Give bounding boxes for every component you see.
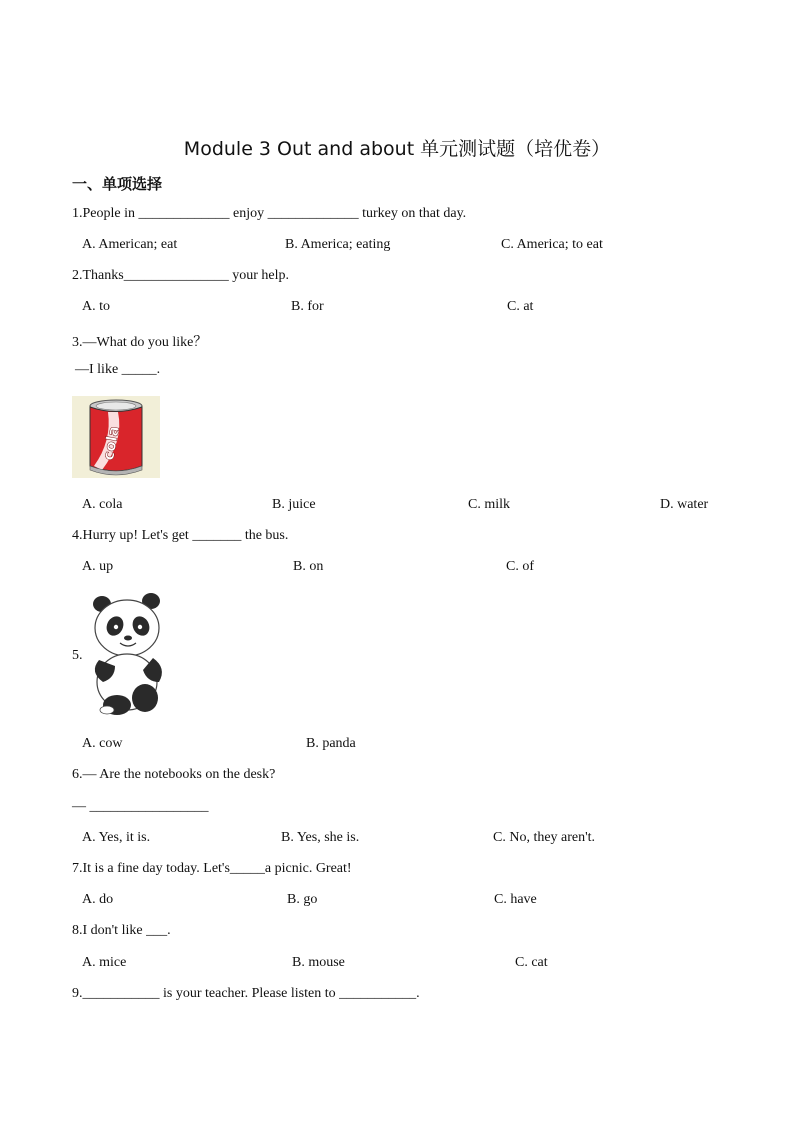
question-3-option-b[interactable]: B. juice xyxy=(272,497,316,512)
question-7-stem: 7.It is a fine day today. Let's_____a picnic. Great! xyxy=(72,861,352,876)
question-3-stem-2: —I like _____. xyxy=(75,362,161,377)
question-1-option-b[interactable]: B. America; eating xyxy=(285,237,391,252)
question-4-option-c[interactable]: C. of xyxy=(506,559,534,574)
question-7-option-c[interactable]: C. have xyxy=(494,892,537,907)
question-6-option-a[interactable]: A. Yes, it is. xyxy=(82,830,151,845)
question-3-option-d[interactable]: D. water xyxy=(660,497,709,512)
question-4-option-a[interactable]: A. up xyxy=(82,559,114,574)
question-4-stem: 4.Hurry up! Let's get _______ the bus. xyxy=(72,528,289,543)
question-3-option-a[interactable]: A. cola xyxy=(82,497,123,512)
question-5-stem: 5. xyxy=(72,648,83,663)
question-8-option-c[interactable]: C. cat xyxy=(515,955,548,970)
question-1-stem: 1.People in _____________ enjoy _____________ turkey on that day. xyxy=(72,206,467,221)
question-5-option-a[interactable]: A. cow xyxy=(82,736,123,751)
question-2-option-a[interactable]: A. to xyxy=(82,299,110,314)
question-2-stem: 2.Thanks_______________ your help. xyxy=(72,268,289,283)
question-6-stem: 6.— Are the notebooks on the desk? xyxy=(72,767,276,782)
question-3-option-c[interactable]: C. milk xyxy=(468,497,511,512)
question-9-stem: 9.___________ is your teacher. Please listen to ___________. xyxy=(72,986,420,1001)
question-2-option-c[interactable]: C. at xyxy=(507,299,534,314)
question-6-option-b[interactable]: B. Yes, she is. xyxy=(281,830,360,845)
question-8-option-a[interactable]: A. mice xyxy=(82,955,127,970)
question-2-option-b[interactable]: B. for xyxy=(291,299,324,314)
panda-icon xyxy=(85,590,170,718)
section-heading: 一、单项选择 xyxy=(72,175,163,193)
question-1-option-c[interactable]: C. America; to eat xyxy=(501,237,603,252)
question-6-stem-2: — _________________ xyxy=(72,799,209,814)
question-8-stem: 8.I don't like ___. xyxy=(72,923,171,938)
cola-can-icon xyxy=(72,396,160,478)
question-3-stem: 3.—What do you like？ xyxy=(72,335,208,350)
question-4-option-b[interactable]: B. on xyxy=(293,559,324,574)
page-title: Module 3 Out and about 单元测试题（培优卷） xyxy=(183,138,611,160)
svg-text:cola: cola xyxy=(99,424,123,462)
question-6-option-c[interactable]: C. No, they aren't. xyxy=(493,830,596,845)
question-8-option-b[interactable]: B. mouse xyxy=(292,955,345,970)
question-7-option-a[interactable]: A. do xyxy=(82,892,114,907)
question-1-option-a[interactable]: A. American; eat xyxy=(82,237,178,252)
question-7-option-b[interactable]: B. go xyxy=(287,892,318,907)
question-5-option-b[interactable]: B. panda xyxy=(306,736,356,751)
